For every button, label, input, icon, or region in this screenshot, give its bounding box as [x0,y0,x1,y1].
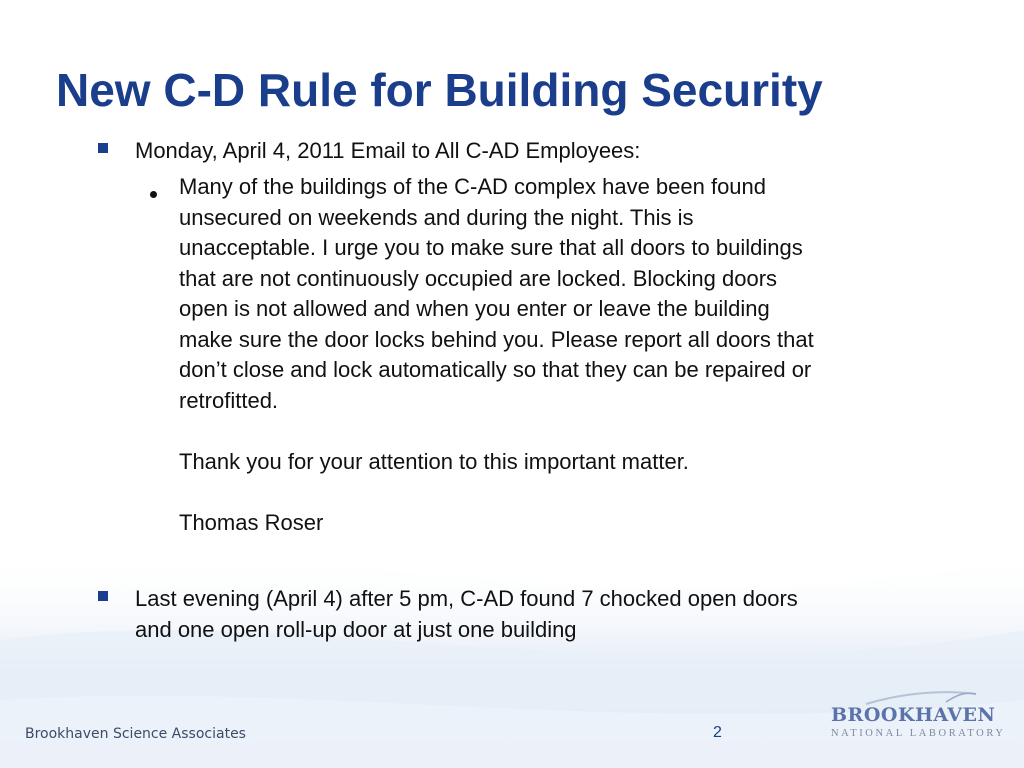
email-closing: Thank you for your attention to this important matter. [179,448,689,474]
email-paragraph-line: that are not continuously occupied are locked. Blocking doors [179,265,778,291]
slide-title: New C-D Rule for Building Security [56,64,823,116]
footer-organization: Brookhaven Science Associates [25,726,246,742]
email-paragraph-line: unacceptable. I urge you to make sure that all doors to buildings [179,235,803,260]
square-bullet-icon [98,591,108,601]
bullet-text-line: and one open roll-up door at just one building [135,616,577,642]
bullet-findings [135,584,935,645]
bullet-text-line: Last evening (April 4) after 5 pm, C-AD found 7 chocked open doors [135,586,798,611]
dot-bullet-icon [150,191,157,198]
email-paragraph-line: open is not allowed and when you enter or leave the building [179,296,770,321]
page-number: 2 [713,724,722,741]
email-paragraph-line: unsecured on weekends and during the night. This is [179,204,694,230]
brookhaven-logo [826,690,1004,746]
email-body [179,172,949,538]
email-paragraph-line: Many of the buildings of the C-AD complex have been found [179,174,767,199]
logo-subtitle: NATIONAL LABORATORY [831,728,1006,739]
email-paragraph-line: don’t close and lock automatically so that they can be repaired or [179,357,812,382]
email-signature: Thomas Roser [179,509,324,535]
logo-name: BROOKHAVEN [831,704,996,726]
bullet-email-heading [135,136,935,167]
square-bullet-icon [98,143,108,153]
bullet-text-line: Monday, April 4, 2011 Email to All C-AD Employees: [135,138,641,163]
email-paragraph-line: retrofitted. [179,387,279,413]
email-paragraph-line: make sure the door locks behind you. Please report all doors that [179,326,814,352]
blank-line [179,416,949,447]
blank-line [179,477,949,508]
